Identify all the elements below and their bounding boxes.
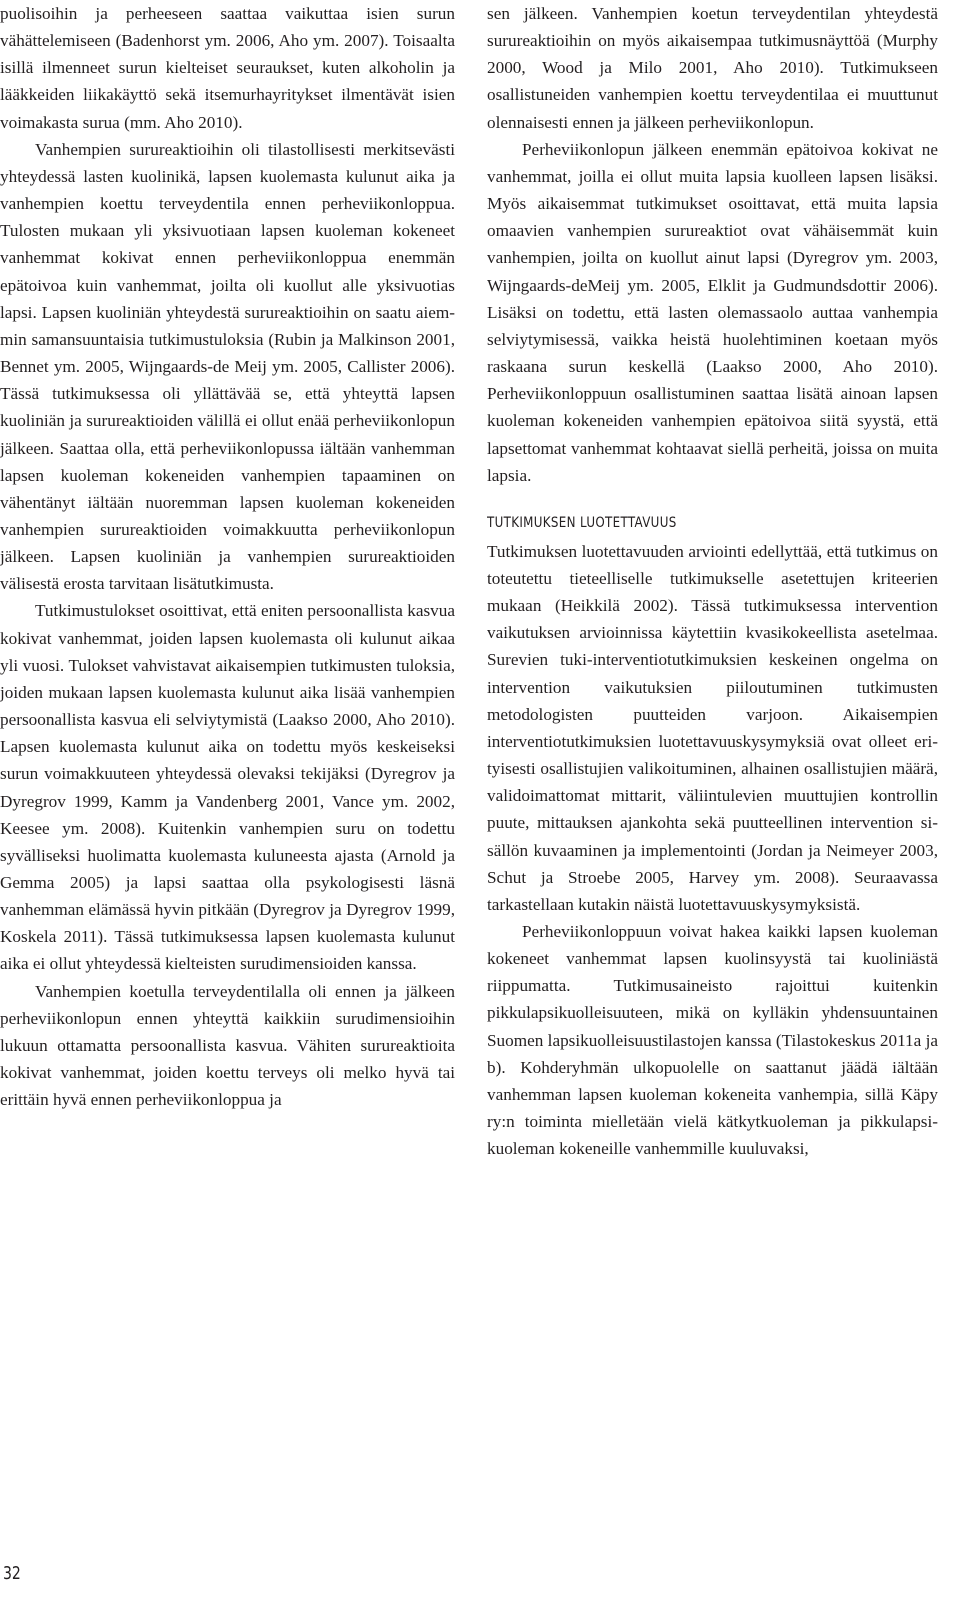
- paragraph: Tutkimuksen luotettavuuden arviointi edellyttää, että tutkimus on toteutettu tieteelliselle tutkimukselle asetettujen kriteerien mukaan (Heikkilä 2002). Tässä tutkimuksessa intervention vaikutuksen arvioinnissa käytettiin kvasikokeellista asetelmaa. Surevien tuki-interventiotutkimuksien keskeinen ongelma on intervention vaikutuksien piiloutuminen tutkimusten metodologisten puutteiden varjoon. Aikaisempien interventiotutkimuksien luotettavuuskysymyksiä ovat olleet erityisesti osallistujien valikoituminen, alhainen osallistujien määrä, validoimattomat mittarit, väliintulevien muuttujien kontrollin puute, mittauksen ajankohta sekä puutteellinen intervention sisällön kuvaaminen ja implementointi (Jordan ja Neimeyer 2003, Schut ja Stroebe 2005, Harvey ym. 2008). Seuraavassa tarkastellaan kutakin näistä luotettavuuskysymyksistä.: [487, 541, 938, 914]
- paragraph: puolisoihin ja perheeseen saattaa vaikuttaa isien surun vähättelemiseen (Badenhorst ym. 2006, Aho ym. 2007). Toisaalta isillä ilmenneet surun kielteiset seuraukset, kuten alkoholin ja lääkkeiden liikakäyttö sekä itsemurhayritykset ilmentävät isien voimakasta surua (mm. Aho 2010).: [0, 4, 455, 132]
- paragraph: Tutkimustulokset osoittivat, että eniten persoonallista kasvua kokivat vanhemmat, joiden lapsen kuolemasta oli kulunut aikaa yli vuosi. Tulokset vahvistavat aikaisempien tutkimusten tuloksia, joiden mukaan lapsen kuolemasta kulunut aika lisää vanhempien persoonallista kasvua eli selviytymistä (Laakso 2000, Aho 2010). Lapsen kuolemasta kulunut aika on todettu myös keskeiseksi surun voimakkuuteen yhteydessä olevaksi tekijäksi (Dyregrov ja Dyregrov 1999, Kamm ja Vandenberg 2001, Vance ym. 2002, Keesee ym. 2008). Kuitenkin vanhempien suru on todettu syvälliseksi huolimatta kuolemasta kuluneesta ajasta (Arnold ja Gemma 2005) ja lapsi saattaa olla psykologisesti läsnä vanhemman elämässä hyvin pitkään (Dyregrov ja Dyregrov 1999, Koskela 2011). Tässä tutkimuksessa lapsen kuolemasta kulunut aika ei ollut yhteydessä kielteisten surudimensioiden kanssa.: [0, 601, 455, 974]
- paragraph: Vanhempien surureaktioihin oli tilastollisesti merkitsevästi yhteydessä lasten kuolinikä, lapsen kuolemasta kulunut aika ja vanhempien koettu terveydentila ennen perheviikonloppua. Tulosten mukaan yli yksivuotiaan lapsen kuoleman kokeneet vanhemmat kokivat ennen perheviikonloppua enemmän epätoivoa kuin vanhemmat, joilta oli kuollut alle yksivuotias lapsi. Lapsen kuoliniän yhteydestä surureaktioihin on saatu aiemmin samansuuntaisia tutkimustuloksia (Rubin ja Malkinson 2001, Bennet ym. 2005, Wijngaards-de Meij ym. 2005, Callister 2006). Tässä tutkimuksessa oli yllättävää se, että yhteyttä lapsen kuoliniän ja surureaktioiden välillä ei ollut enää perheviikonlopun jälkeen. Saattaa olla, että perheviikonlopussa iältään vanhemman lapsen kuoleman kokeneiden vanhempien tapaaminen on vähentänyt iältään nuoremman lapsen kuoleman kokeneiden vanhempien surureaktioiden voimakkuutta perheviikonlopun jälkeen. Lapsen kuoliniän ja vanhempien surureaktioiden välisestä erosta tarvitaan lisätutkimusta.: [0, 139, 455, 594]
- section-heading: TUTKIMUKSEN LUOTETTAVUUS: [487, 514, 677, 531]
- page-number: 32: [3, 1563, 21, 1584]
- paragraph: Perheviikonloppuun voivat hakea kaikki lapsen kuoleman kokeneet vanhemmat lapsen kuolinsyystä tai kuoliniästä riippumatta. Tutkimusaineisto rajoittui kuitenkin pikkulapsikuolleisuuteen, mikä on kylläkin yhdensuuntainen Suomen lapsikuolleisuustilastojen kanssa (Tilastokeskus 2011a ja b). Kohderyhmän ulkopuolelle on saattanut jäädä iältään vanhemman lapsen kuoleman kokeneita vanhempia, sillä Käpy ry:n toiminta mielletään vielä kätkytkuoleman ja pikkulapsikuoleman kokeneille vanhemmille kuuluvaksi,: [487, 922, 938, 1159]
- paragraph: sen jälkeen. Vanhempien koetun terveydentilan yhteydestä surureaktioihin on myös aikaisempaa tutkimusnäyttöä (Murphy 2000, Wood ja Milo 2001, Aho 2010). Tutkimukseen osallistuneiden vanhempien koettu terveydentilaa ei muuttunut olennaisesti ennen ja jälkeen perheviikonlopun.: [487, 4, 938, 132]
- left-text-column: [0, 0, 455, 1540]
- paragraph: Vanhempien koetulla terveydentilalla oli ennen ja jälkeen perheviikonlopun ennen yhteyttä kaikkiin surudimensioihin lukuun ottamatta persoonallista kasvua. Vähiten surureaktioita kokivat vanhemmat, joiden koettu terveys oli melko hyvä tai erittäin hyvä ennen perheviikonloppua ja: [0, 981, 455, 1110]
- right-text-column: [487, 0, 938, 1540]
- paragraph: Perheviikonlopun jälkeen enemmän epätoivoa kokivat ne vanhemmat, joilla ei ollut muita lapsia kuolleen lapsen lisäksi. Myös aikaisemmat tutkimukset osoittavat, että muita lapsia omaavien vanhempien surureaktiot ovat vähäisemmät kuin vanhempien, joilta on kuollut ainut lapsi (Dyregrov ym. 2003, Wijngaards-deMeij ym. 2005, Elklit ja Gudmundsdottir 2006). Lisäksi on todettu, että lasten olemassaolo auttaa vanhempia selviytymisessä, vaikka heistä huolehtiminen koetaan myös raskaana surun keskellä (Laakso 2000, Aho 2010). Perheviikonloppuun osallistuminen saattaa lisätä ainoan lapsen kuoleman kokeneiden vanhempien epätoivoa siitä syystä, että lapsettomat vanhemmat kohtaavat siellä perheitä, joissa on muita lapsia.: [487, 139, 938, 485]
